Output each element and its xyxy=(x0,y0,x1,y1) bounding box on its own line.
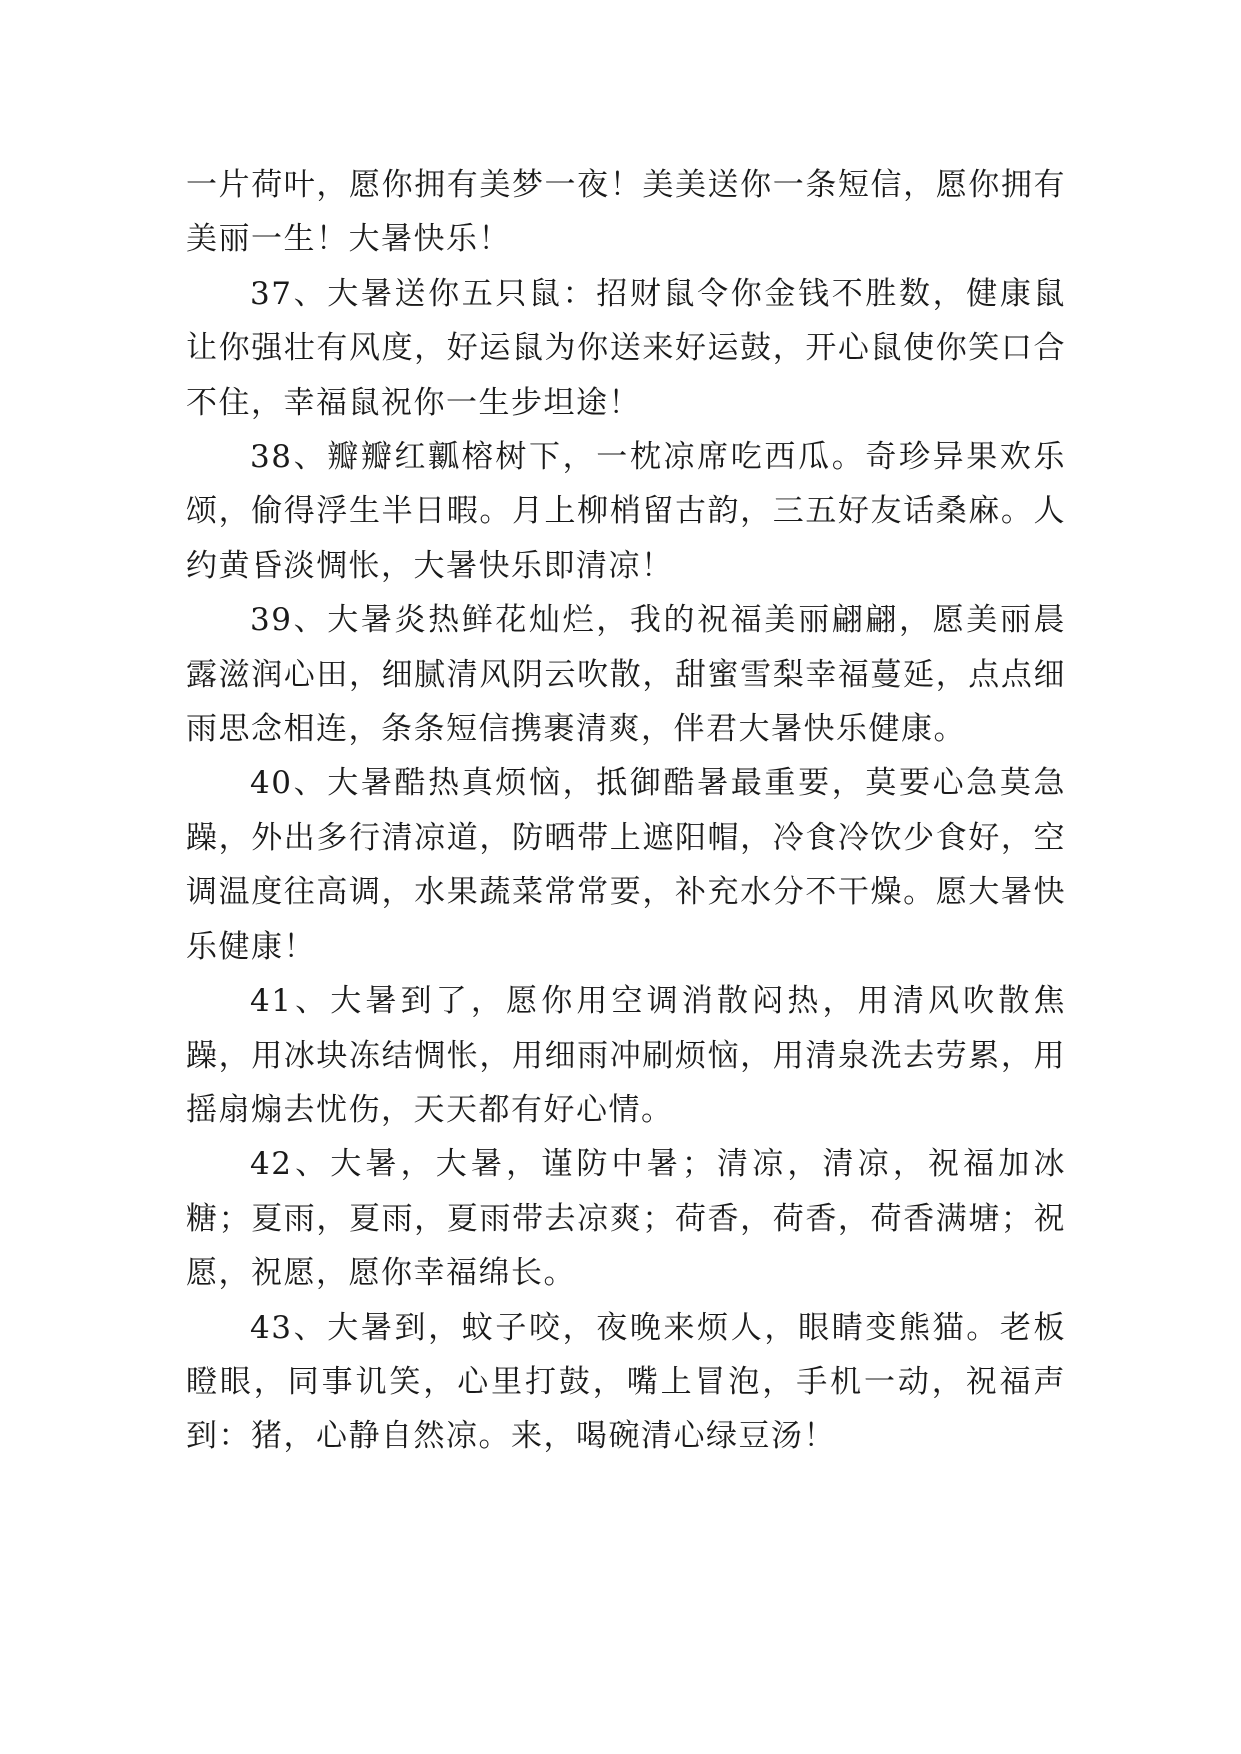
paragraph-39: 39、大暑炎热鲜花灿烂，我的祝福美丽翩翩，愿美丽晨露滋润心田，细腻清风阴云吹散，甜蜜雪梨幸福蔓延，点点细雨思念相连，条条短信携裹清爽，伴君大暑快乐健康。 xyxy=(186,602,1066,748)
paragraph-40: 40、大暑酷热真烦恼，抵御酷暑最重要，莫要心急莫急躁，外出多行清凉道，防晒带上遮阳帽，冷食冷饮少食好，空调温度往高调，水果蔬菜常常要，补充水分不干燥。愿大暑快乐健康！ xyxy=(186,765,1066,965)
paragraph-43: 43、大暑到，蚊子咬，夜晚来烦人，眼睛变熊猫。老板瞪眼，同事讥笑，心里打鼓，嘴上冒泡，手机一动，祝福声到：猪，心静自然凉。来，喝碗清心绿豆汤！ xyxy=(186,1309,1066,1455)
paragraph-38: 38、瓣瓣红瓤榕树下，一枕凉席吃西瓜。奇珍异果欢乐颂，偷得浮生半日暇。月上柳梢留古韵，三五好友话桑麻。人约黄昏淡惆怅，大暑快乐即清凉！ xyxy=(186,439,1066,584)
paragraph-42: 42、大暑，大暑，谨防中暑；清凉，清凉，祝福加冰糖；夏雨，夏雨，夏雨带去凉爽；荷香，荷香，荷香满塘；祝愿，祝愿，愿你幸福绵长。 xyxy=(186,1146,1066,1292)
paragraph-continuation: 一片荷叶，愿你拥有美梦一夜！美美送你一条短信，愿你拥有美丽一生！大暑快乐！ xyxy=(186,167,1066,258)
paragraph-37: 37、大暑送你五只鼠：招财鼠令你金钱不胜数，健康鼠让你强壮有风度，好运鼠为你送来好运鼓，开心鼠使你笑口合不住，幸福鼠祝你一生步坦途！ xyxy=(186,275,1066,421)
document-body xyxy=(186,158,1066,1464)
paragraph-41: 41、大暑到了，愿你用空调消散闷热，用清风吹散焦躁，用冰块冻结惆怅，用细雨冲刷烦恼，用清泉洗去劳累，用摇扇煽去忧伤，天天都有好心情。 xyxy=(186,983,1066,1128)
